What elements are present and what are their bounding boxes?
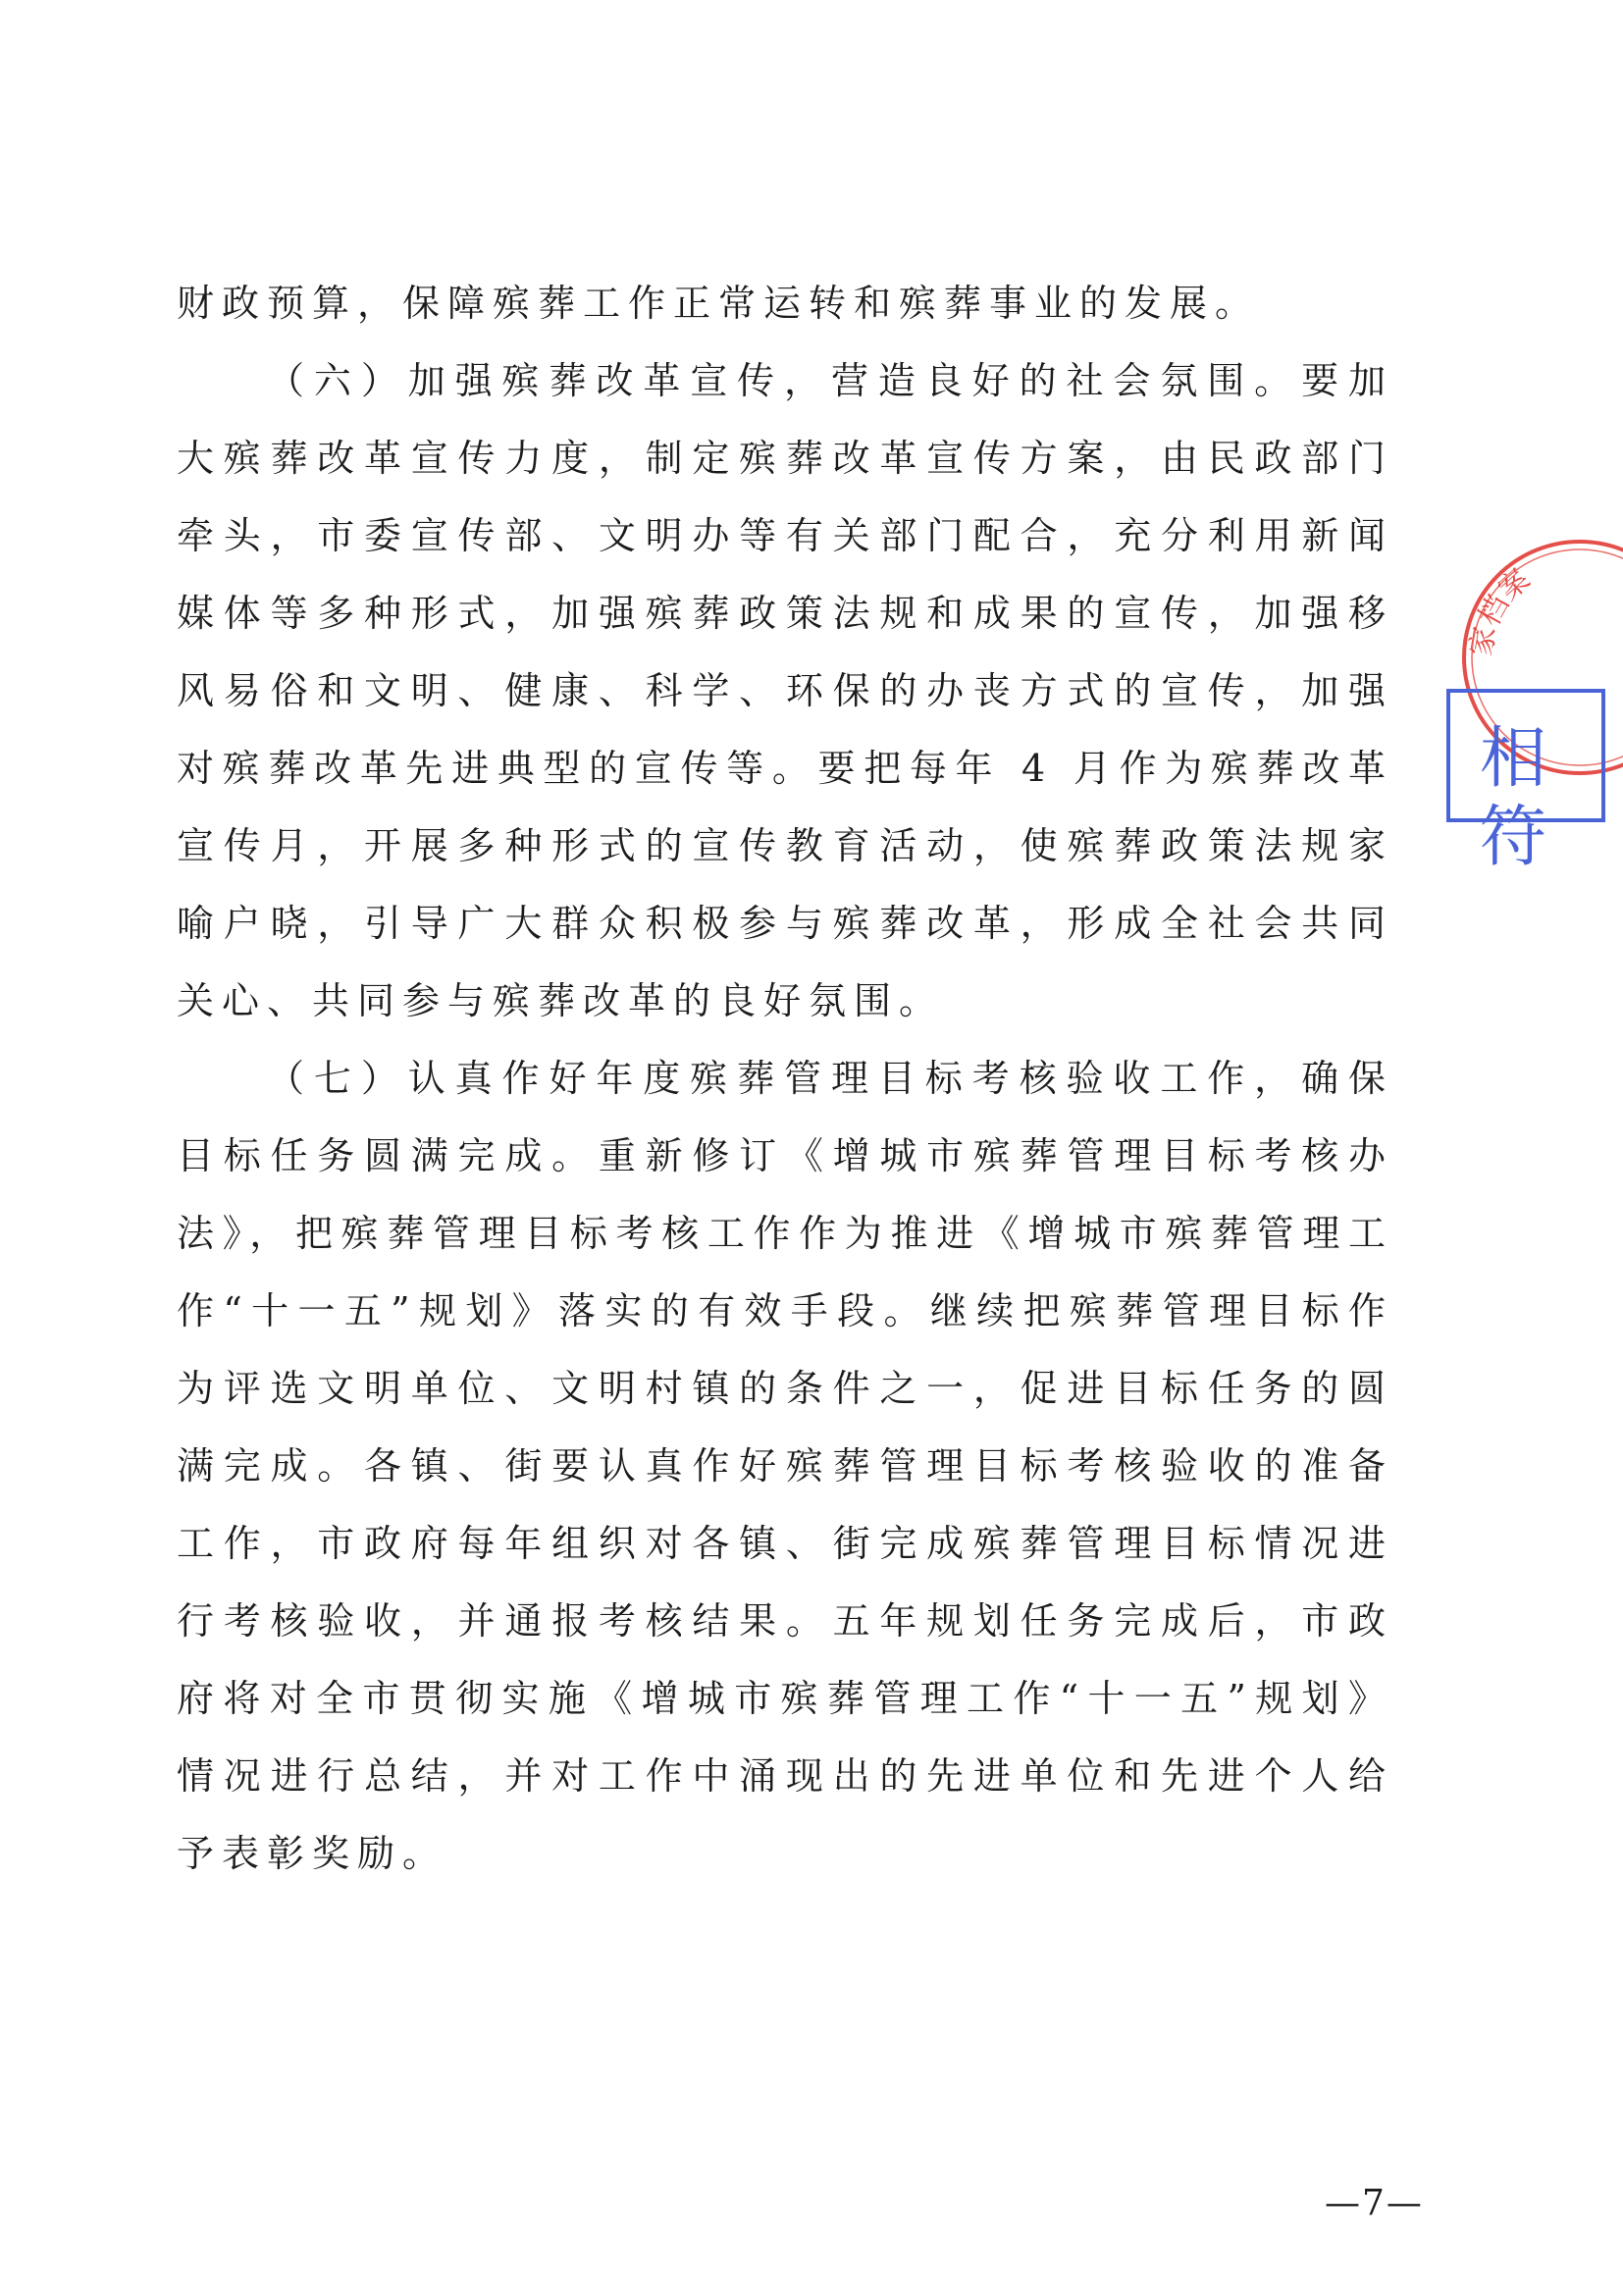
paragraph-section-6: （六）加强殡葬改革宣传，营造良好的社会氛围。要加大殡葬改革宣传力度，制定殡葬改革宣传方案，由民政部门牵头，市委宣传部、文明办等有关部门配合，充分利用新闻媒体等多种形式，加强殡葬政策法规和成果的宣传，加强移风易俗和文明、健康、科学、环保的办丧方式的宣传，加强对殡葬改革先进典型的宣传等。要把每年 4 月作为殡葬改革宣传月，开展多种形式的宣传教育活动，使殡葬政策法规家喻户晓，引导广大群众积极参与殡葬改革，形成全社会共同关心、共同参与殡葬改革的良好氛围。: [177, 359, 1393, 1022]
seal-arc-text: 家档案: [1464, 562, 1538, 659]
paragraph-section-7: （七）认真作好年度殡葬管理目标考核验收工作，确保目标任务圆满完成。重新修订《增城市殡葬管理目标考核办法》，把殡葬管理目标考核工作作为推进《增城市殡葬管理工作“十一五”规划》落实的有效手段。继续把殡葬管理目标作为评选文明单位、文明村镇的条件之一，促进目标任务的圆满完成。各镇、街要认真作好殡葬管理目标考核验收的准备工作，市政府每年组织对各镇、街完成殡葬管理目标情况进行考核验收，并通报考核结果。五年规划任务完成后，市政府将对全市贯彻实施《增城市殡葬管理工作“十一五”规划》情况进行总结，并对工作中涌现出的先进单位和先进个人给予表彰奖励。: [177, 1057, 1393, 1875]
svg-text:家档案: [1464, 562, 1537, 658]
verification-stamp: [1446, 689, 1605, 876]
document-body: [177, 265, 1393, 1893]
archive-seal-stamp: [1433, 510, 1623, 805]
page-number: —7—: [1325, 2183, 1424, 2223]
paragraph-continuation: 财政预算，保障殡葬工作正常运转和殡葬事业的发展。: [177, 282, 1261, 325]
verification-stamp-text: 相符: [1480, 720, 1547, 876]
